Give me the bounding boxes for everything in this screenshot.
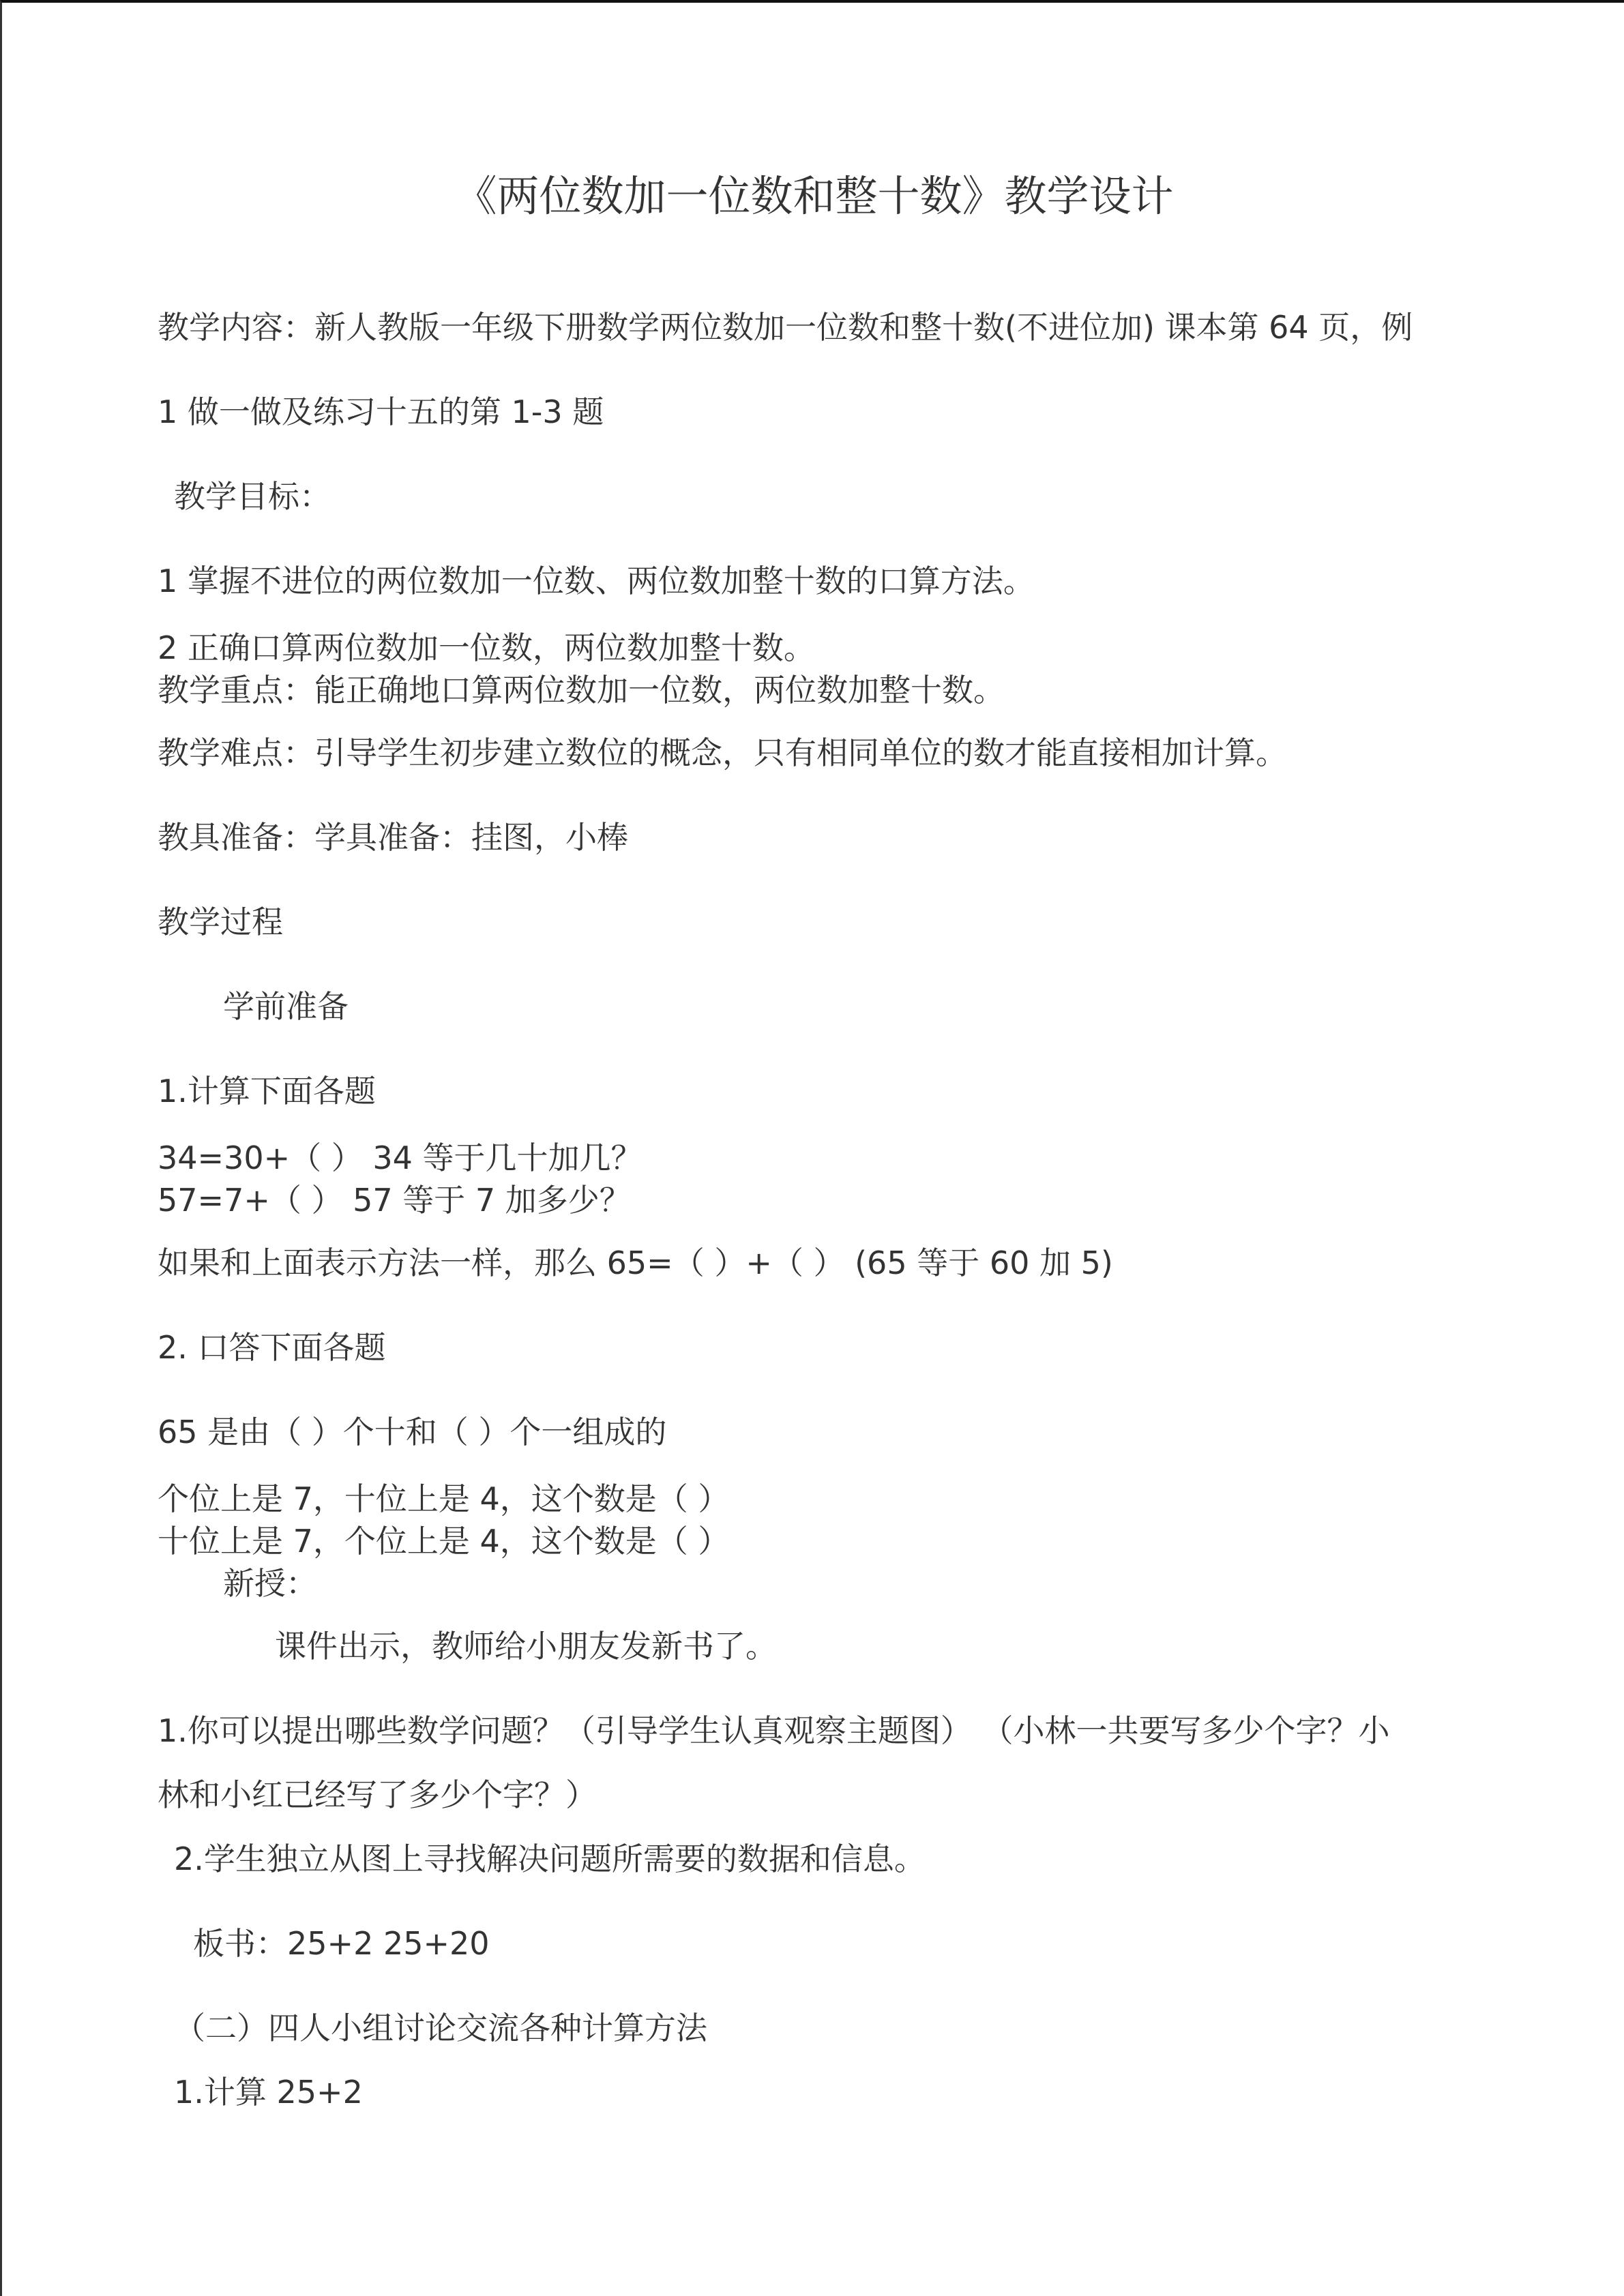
key-points: 教学重点：能正确地口算两位数加一位数，两位数加整十数。 (158, 672, 1005, 709)
exercise-1-item-c: 如果和上面表示方法一样，那么 65=（ ）+（ ） (65 等于 60 加 5) (158, 1244, 1113, 1281)
content-line-2: 1 做一做及练习十五的第 1-3 题 (158, 393, 604, 430)
document-title: 《两位数加一位数和整十数》教学设计 (454, 171, 1174, 221)
calculation-1: 1.计算 25+2 (174, 2074, 363, 2111)
exercise-1-item-b: 57=7+（ ） 57 等于 7 加多少？ (158, 1182, 631, 1219)
preparation-heading: 学前准备 (223, 988, 349, 1025)
process-heading: 教学过程 (158, 904, 283, 940)
new-lesson-intro: 课件出示，教师给小朋友发新书了。 (275, 1628, 777, 1665)
teaching-aids: 教具准备：学具准备：挂图，小棒 (158, 819, 628, 856)
new-lesson-heading: 新授： (223, 1565, 317, 1602)
objective-2: 2 正确口算两位数加一位数，两位数加整十数。 (158, 629, 815, 666)
difficult-points: 教学难点：引导学生初步建立数位的概念，只有相同单位的数才能直接相加计算。 (158, 734, 1287, 771)
exercise-2-item-b: 个位上是 7，十位上是 4，这个数是（ ） (158, 1480, 730, 1517)
exercise-2-heading: 2. 口答下面各题 (158, 1329, 386, 1366)
group-discussion-heading: （二）四人小组讨论交流各种计算方法 (174, 2010, 707, 2046)
blackboard-note: 板书：25+2 25+20 (193, 1925, 490, 1962)
exercise-2-item-a: 65 是由（ ）个十和（ ）个一组成的 (158, 1414, 667, 1450)
question-1-line-2: 林和小红已经写了多少个字？） (158, 1776, 597, 1813)
question-2: 2.学生独立从图上寻找解决问题所需要的数据和信息。 (174, 1840, 926, 1877)
exercise-1-item-a: 34=30+（ ） 34 等于几十加几？ (158, 1139, 643, 1176)
content-line-1: 教学内容：新人教版一年级下册数学两位数加一位数和整十数(不进位加) 课本第 64 页，例 (158, 309, 1413, 346)
objective-1: 1 掌握不进位的两位数加一位数、两位数加整十数的口算方法。 (158, 563, 1035, 599)
exercise-1-heading: 1.计算下面各题 (158, 1073, 376, 1109)
exercise-2-item-c: 十位上是 7，个位上是 4，这个数是（ ） (158, 1523, 730, 1560)
objectives-heading: 教学目标： (174, 478, 331, 515)
question-1-line-1: 1.你可以提出哪些数学问题？（引导学生认真观察主题图） （小林一共要写多少个字？小 (158, 1712, 1390, 1749)
